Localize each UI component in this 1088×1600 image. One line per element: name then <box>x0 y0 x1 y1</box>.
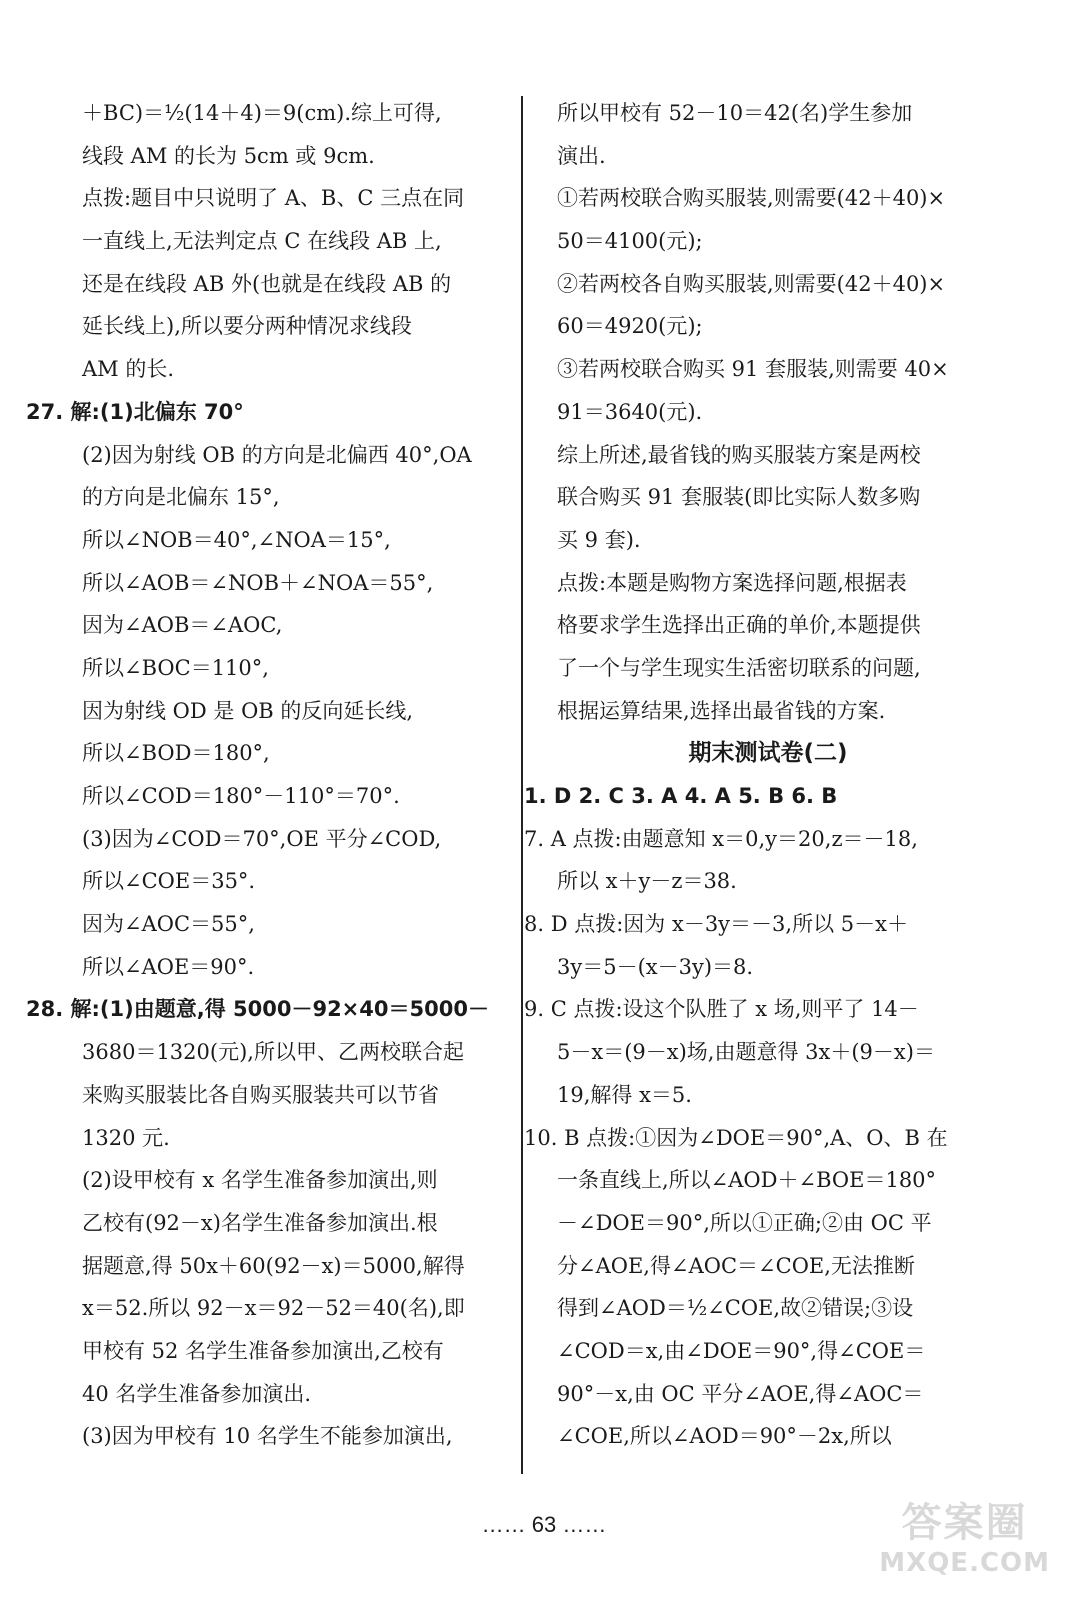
text-line: 所以∠AOE＝90°. <box>82 954 255 979</box>
text-line: 所以∠COD＝180°－110°＝70°. <box>82 784 400 808</box>
text-line: 3y＝5－(x－3y)＝8. <box>557 954 754 979</box>
text-line: 所以∠BOC＝110°, <box>82 655 269 680</box>
text-line: ＋BC)＝½(14＋4)＝9(cm).综上可得, <box>82 101 442 125</box>
watermark-bottom: MXQE.COM <box>879 1548 1050 1578</box>
text-line: 所以 x＋y－z＝38. <box>557 869 737 894</box>
text-line: x＝52.所以 92－x＝92－52＝40(名),即 <box>82 1296 465 1321</box>
text-line: 甲校有 52 名学生准备参加演出,乙校有 <box>82 1338 444 1363</box>
text-line: 点拨:题目中只说明了 A、B、C 三点在同 <box>82 186 465 211</box>
text-line: 来购买服装比各自购买服装共可以节省 <box>82 1082 439 1107</box>
text-line: 所以甲校有 52－10＝42(名)学生参加 <box>557 101 913 125</box>
text-line: 了一个与学生现实生活密切联系的问题, <box>557 655 921 680</box>
text-line: (3)因为∠COD＝70°,OE 平分∠COD, <box>82 826 442 851</box>
text-line: 因为射线 OD 是 OB 的反向延长线, <box>82 698 414 723</box>
text-line: 还是在线段 AB 外(也就是在线段 AB 的 <box>82 271 452 296</box>
left-column <box>26 92 502 1458</box>
column-divider <box>521 96 523 1474</box>
text-line: 据题意,得 50x＋60(92－x)＝5000,解得 <box>82 1253 465 1278</box>
text-line: 联合购买 91 套服装(即比实际人数多购 <box>557 485 921 510</box>
text-line: (3)因为甲校有 10 名学生不能参加演出, <box>82 1424 453 1449</box>
text-line: 格要求学生选择出正确的单价,本题提供 <box>557 613 921 638</box>
watermark-logo <box>879 1491 1050 1578</box>
text-line: 所以∠COE＝35°. <box>82 869 256 894</box>
text-line: 分∠AOE,得∠AOC＝∠COE,无法推断 <box>557 1253 915 1278</box>
text-line: AM 的长. <box>82 357 175 382</box>
text-line: 得到∠AOD＝½∠COE,故②错误;③设 <box>557 1296 914 1321</box>
text-line: 根据运算结果,选择出最省钱的方案. <box>557 698 886 723</box>
answer-line: 1. D 2. C 3. A 4. A 5. B 6. B <box>524 784 838 808</box>
question-28-heading: 28. 解:(1)由题意,得 5000－92×40＝5000－ <box>26 997 489 1022</box>
text-line: 40 名学生准备参加演出. <box>82 1381 312 1406</box>
text-line: －∠DOE＝90°,所以①正确;②由 OC 平 <box>557 1210 932 1235</box>
page-number: …… 63 …… <box>481 1512 607 1537</box>
text-line: ①若两校联合购买服装,则需要(42＋40)× <box>557 186 946 211</box>
text-line: 线段 AM 的长为 5cm 或 9cm. <box>82 143 375 168</box>
text-line: 因为∠AOC＝55°, <box>82 912 255 937</box>
text-line: 19,解得 x＝5. <box>557 1082 692 1107</box>
text-line: (2)因为射线 OB 的方向是北偏西 40°,OA <box>82 442 472 467</box>
text-line: 因为∠AOB＝∠AOC, <box>82 613 283 638</box>
text-line: 所以∠BOD＝180°, <box>82 741 270 766</box>
text-line: 90°－x,由 OC 平分∠AOE,得∠AOC＝ <box>557 1381 924 1406</box>
text-line: 3680＝1320(元),所以甲、乙两校联合起 <box>82 1040 464 1065</box>
text-line: 一直线上,无法判定点 C 在线段 AB 上, <box>82 229 442 254</box>
answer-line: 9. C 点拨:设这个队胜了 x 场,则平了 14－ <box>524 997 919 1022</box>
text-line: 91＝3640(元). <box>557 399 703 424</box>
question-27-heading: 27. 解:(1)北偏东 70° <box>26 399 244 424</box>
text-line: 乙校有(92－x)名学生准备参加演出.根 <box>82 1210 438 1235</box>
text-line: 演出. <box>557 143 606 168</box>
text-line: 1320 元. <box>82 1125 170 1150</box>
text-line: 60＝4920(元); <box>557 314 703 339</box>
answer-line: 8. D 点拨:因为 x－3y＝－3,所以 5－x＋ <box>524 912 908 937</box>
text-line: 所以∠AOB＝∠NOB＋∠NOA＝55°, <box>82 570 434 595</box>
text-line: 延长线上),所以要分两种情况求线段 <box>82 314 412 339</box>
text-line: ③若两校联合购买 91 套服装,则需要 40× <box>557 357 949 382</box>
text-line: 买 9 套). <box>557 527 641 552</box>
text-line: 50＝4100(元); <box>557 229 703 254</box>
text-line: 综上所述,最省钱的购买服装方案是两校 <box>557 442 921 467</box>
text-line: (2)设甲校有 x 名学生准备参加演出,则 <box>82 1168 438 1193</box>
text-line: 一条直线上,所以∠AOD＋∠BOE＝180° <box>557 1168 937 1193</box>
answer-line: 7. A 点拨:由题意知 x＝0,y＝20,z＝－18, <box>524 826 918 851</box>
text-line: 点拨:本题是购物方案选择问题,根据表 <box>557 570 907 595</box>
watermark-top: 答案圈 <box>901 1500 1028 1546</box>
section-title: 期末测试卷(二) <box>688 740 848 767</box>
answer-line: 10. B 点拨:①因为∠DOE＝90°,A、O、B 在 <box>524 1125 948 1150</box>
text-line: 5－x＝(9－x)场,由题意得 3x＋(9－x)＝ <box>557 1040 935 1065</box>
text-line: ∠COE,所以∠AOD＝90°－2x,所以 <box>557 1424 892 1449</box>
text-line: 的方向是北偏东 15°, <box>82 485 280 510</box>
right-column <box>524 92 979 1458</box>
text-line: 所以∠NOB＝40°,∠NOA＝15°, <box>82 527 391 552</box>
text-line: ②若两校各自购买服装,则需要(42＋40)× <box>557 271 946 296</box>
text-line: ∠COD＝x,由∠DOE＝90°,得∠COE＝ <box>557 1338 926 1363</box>
